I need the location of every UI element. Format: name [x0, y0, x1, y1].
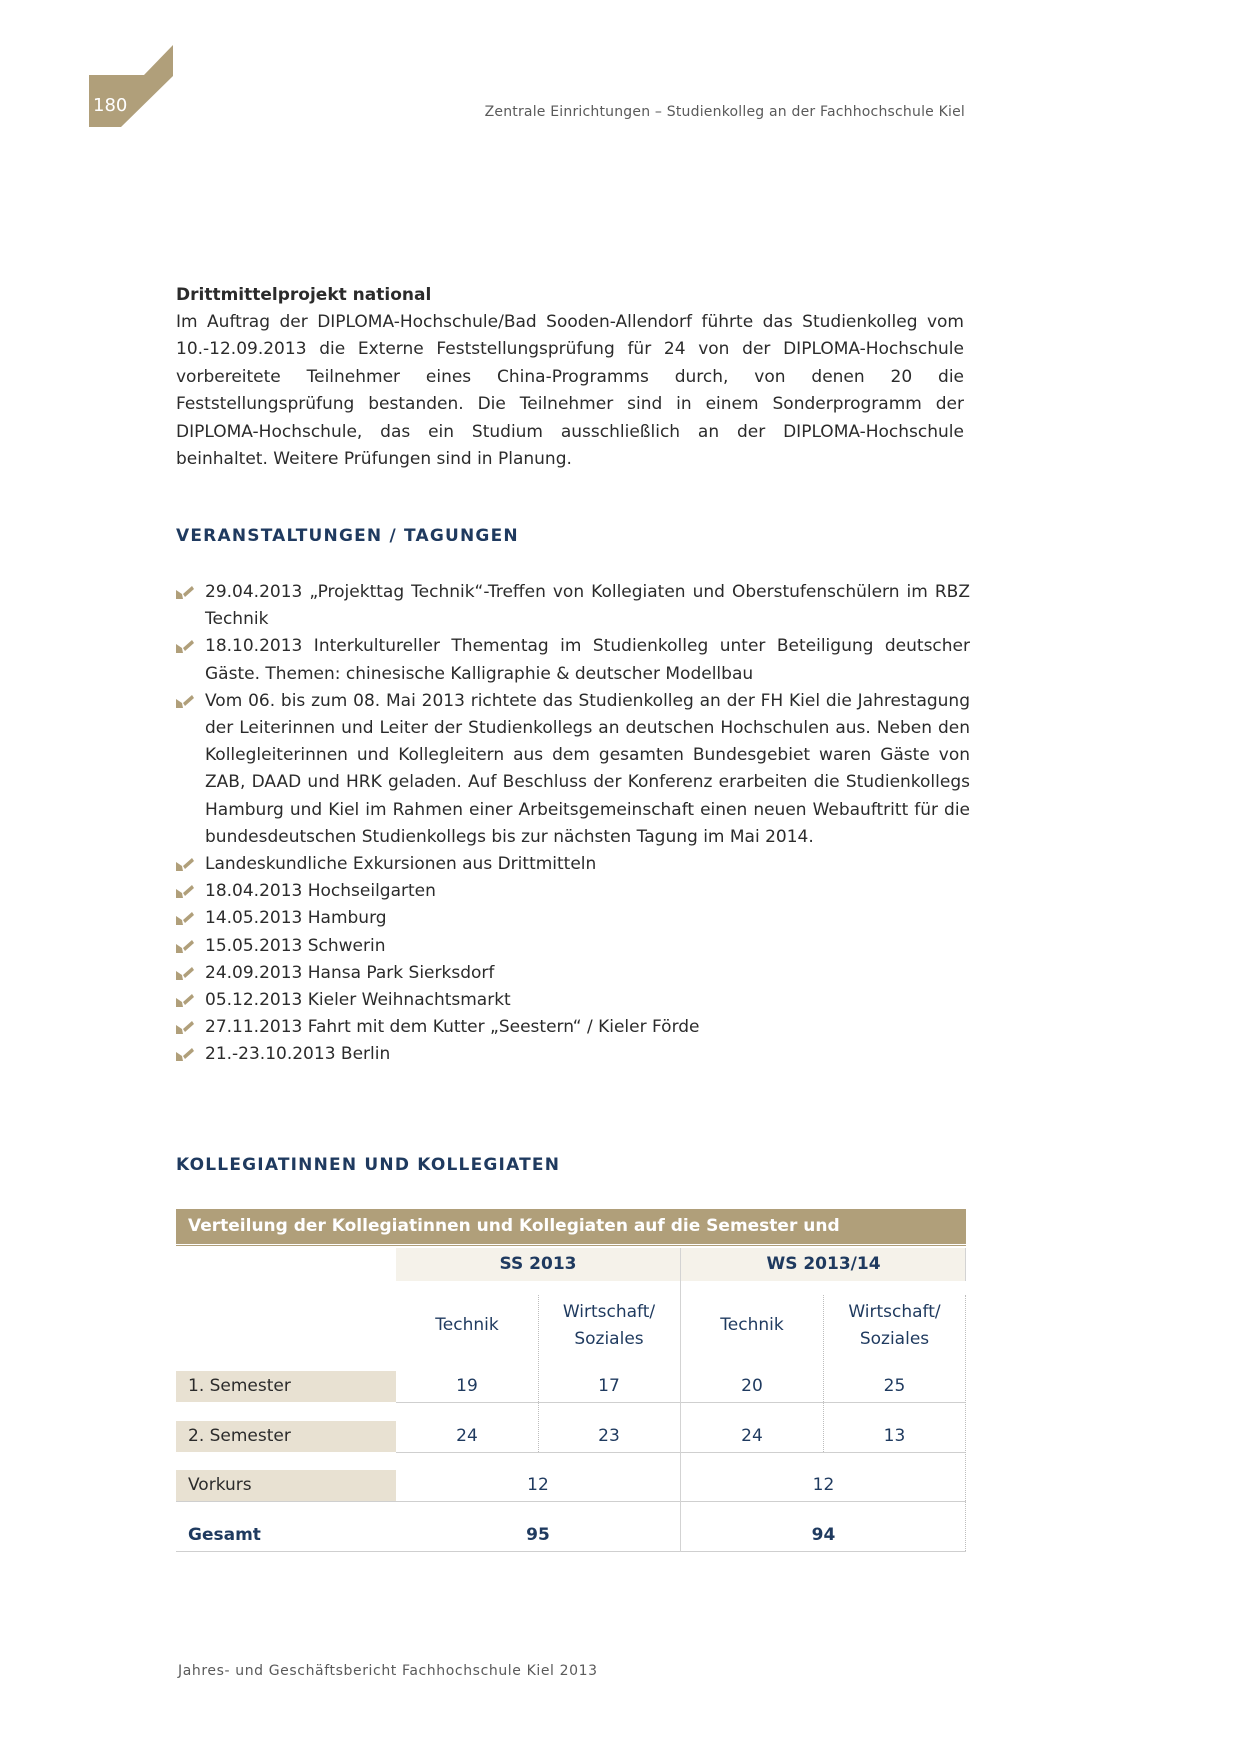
- list-item: 21.-23.10.2013 Berlin: [176, 1041, 970, 1068]
- list-item: 18.10.2013 Interkultureller Thementag im Studienkolleg unter Beteiligung deutscher Gäste. Themen: chinesische Kalligraphie & deutscher Modellbau: [176, 633, 970, 687]
- pencil-check-icon: [176, 966, 194, 980]
- list-item: Vom 06. bis zum 08. Mai 2013 richtete das Studienkolleg an der FH Kiel die Jahrestagung der Leiterinnen und Leiter der Studienkollegs an deutschen Hochschulen aus. Neben den Kollegleiterinnen und Kollegleitern aus dem gesamten Bundesgebiet waren Gäste von ZAB, DAAD und HRK geladen. Auf Beschluss der Konferenz erarbeiten die Studienkollegs Hamburg und Kiel im Rahmen einer Arbeitsgemeinschaft einen neuen Webauftritt für die bundesdeutschen Studienkollegs bis zur nächsten Tagung im Mai 2014.: [176, 688, 970, 851]
- table-cell-total: 95: [526, 1525, 550, 1545]
- table-cell: 25: [883, 1376, 906, 1396]
- pencil-check-icon: [176, 939, 194, 953]
- list-item: 05.12.2013 Kieler Weihnachtsmarkt: [176, 987, 970, 1014]
- kollegiaten-heading: KOLLEGIATINNEN UND KOLLEGIATEN: [176, 1155, 561, 1175]
- list-item: 18.04.2013 Hochseilgarten: [176, 878, 970, 905]
- table-caption-rule: [176, 1245, 966, 1246]
- column-divider: [680, 1248, 681, 1552]
- table-cell: 24: [741, 1426, 763, 1446]
- table-cell: 24: [456, 1426, 478, 1446]
- page-number: 180: [93, 95, 128, 116]
- row-rule: [176, 1501, 966, 1502]
- column-header: Wirtschaft/ Soziales: [562, 1302, 656, 1349]
- list-item: 27.11.2013 Fahrt mit dem Kutter „Seestern“ / Kieler Förde: [176, 1014, 970, 1041]
- event-list: [176, 579, 970, 1069]
- row-label-semester-1: 1. Semester: [176, 1371, 396, 1402]
- page-footer: Jahres- und Geschäftsbericht Fachhochschule Kiel 2013: [178, 1663, 598, 1679]
- pencil-check-icon: [176, 639, 194, 653]
- table-cell: 20: [741, 1376, 763, 1396]
- semester-header-ss2013: SS 2013: [396, 1248, 680, 1281]
- semester-header-ws2013: WS 2013/14: [681, 1248, 966, 1281]
- pencil-check-icon: [176, 857, 194, 871]
- column-header: Technik: [720, 1315, 784, 1335]
- running-head: Zentrale Einrichtungen – Studienkolleg an der Fachhochschule Kiel: [484, 104, 965, 120]
- table-cell: 13: [883, 1426, 906, 1446]
- row-label-vorkurs: Vorkurs: [176, 1470, 396, 1501]
- row-rule: [396, 1452, 966, 1453]
- drittmittel-text: Im Auftrag der DIPLOMA-Hochschule/Bad Sooden-Allendorf führte das Studienkolleg vom 10.-12.09.2013 die Externe Feststellungsprüfung für 24 von der DIPLOMA-Hochschule vorbereitete Teilnehmer eines China-Programms durch, von denen 20 die Feststellungsprüfung bestanden. Die Teilnehmer sind in einem Sonderprogramm der DIPLOMA-Hochschule, das ein Studium ausschließlich an der DIPLOMA-Hochschule beinhaltet. Weitere Prüfungen sind in Planung.: [176, 312, 964, 470]
- pencil-check-icon: [176, 1020, 194, 1034]
- row-label-gesamt: Gesamt: [188, 1525, 261, 1545]
- list-item: 29.04.2013 „Projekttag Technik“-Treffen von Kollegiaten und Oberstufenschülern im RBZ Technik: [176, 579, 970, 633]
- table-cell-total: 94: [811, 1525, 836, 1545]
- column-divider: [965, 1295, 966, 1551]
- list-item: 24.09.2013 Hansa Park Sierksdorf: [176, 960, 970, 987]
- column-divider: [538, 1295, 539, 1452]
- column-divider: [823, 1295, 824, 1452]
- row-label-semester-2: 2. Semester: [176, 1421, 396, 1452]
- pencil-check-icon: [176, 884, 194, 898]
- list-item: Landeskundliche Exkursionen aus Drittmitteln: [176, 851, 970, 878]
- list-item: 14.05.2013 Hamburg: [176, 905, 970, 932]
- table-cell: 19: [456, 1376, 478, 1396]
- row-rule: [396, 1402, 966, 1403]
- column-header: Technik: [435, 1315, 499, 1335]
- table-cell: 17: [598, 1376, 620, 1396]
- drittmittel-section: [176, 281, 964, 473]
- list-item: 15.05.2013 Schwerin: [176, 933, 970, 960]
- pencil-check-icon: [176, 1047, 194, 1061]
- table-cell: 12: [812, 1475, 835, 1495]
- pencil-check-icon: [176, 993, 194, 1007]
- table-cell: 12: [527, 1475, 549, 1495]
- column-header: Wirtschaft/ Soziales: [848, 1302, 941, 1349]
- pencil-check-icon: [176, 694, 194, 708]
- table-caption: Verteilung der Kollegiatinnen und Kollegiaten auf die Semester und Schwerpunktkurse: [176, 1209, 966, 1244]
- table-cell: 23: [598, 1426, 620, 1446]
- pencil-check-icon: [176, 585, 194, 599]
- pencil-check-icon: [176, 911, 194, 925]
- table-bottom-rule: [176, 1551, 966, 1552]
- column-divider: [965, 1248, 966, 1281]
- drittmittel-title: Drittmittelprojekt national: [176, 285, 432, 305]
- veranstaltungen-heading: VERANSTALTUNGEN / TAGUNGEN: [176, 526, 519, 546]
